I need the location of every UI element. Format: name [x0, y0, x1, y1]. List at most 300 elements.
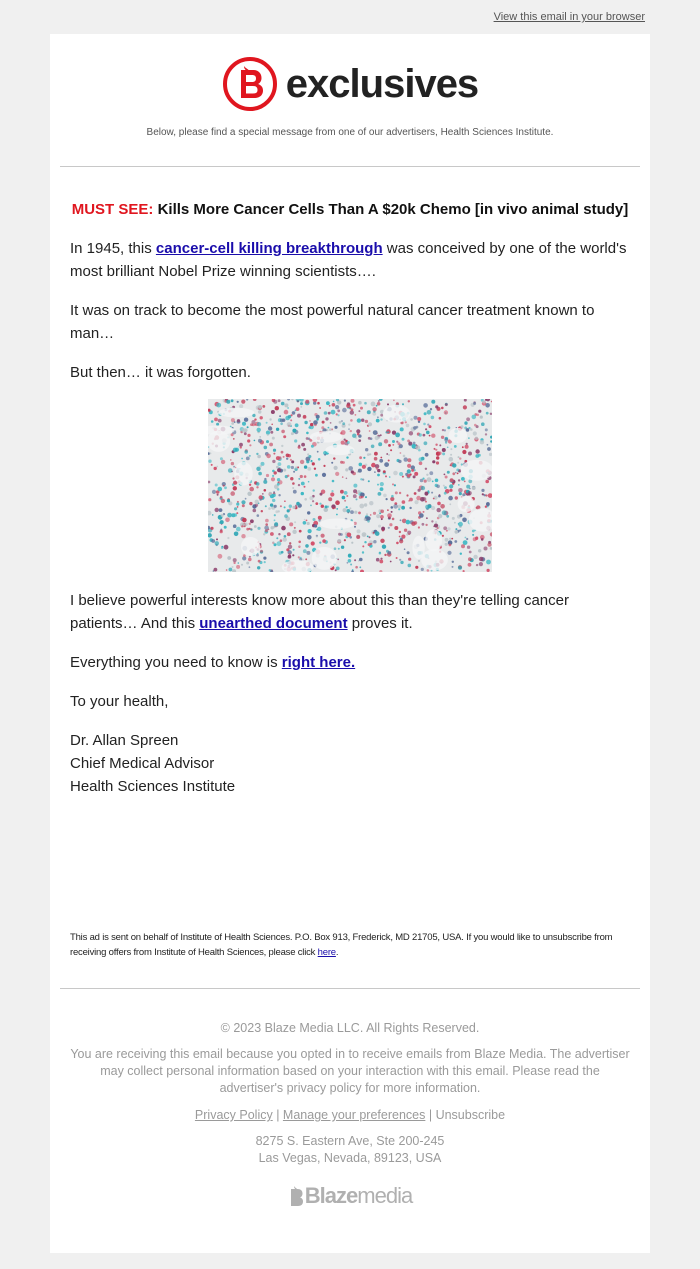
cell-dot	[380, 487, 384, 491]
headline[interactable]	[50, 201, 650, 218]
cell-dot	[270, 503, 273, 506]
cell-dot	[380, 510, 384, 514]
cell-dot	[466, 428, 470, 432]
cell-dot	[363, 457, 365, 459]
cell-dot	[304, 465, 307, 468]
footer-links	[70, 1107, 630, 1124]
cell-dot	[289, 522, 293, 526]
cell-dot	[322, 539, 326, 543]
cell-dot	[295, 423, 299, 427]
cell-dot	[444, 474, 446, 476]
cell-dot	[297, 414, 301, 418]
cell-dot	[434, 448, 436, 450]
cell-dot	[391, 511, 393, 513]
cell-dot	[357, 418, 361, 422]
cell-dot	[339, 421, 342, 424]
cell-dot	[266, 422, 268, 424]
cell-dot	[347, 441, 350, 444]
cell-dot	[219, 522, 221, 524]
cell-dot	[380, 558, 382, 560]
cell-dot	[458, 479, 460, 481]
cell-dot	[371, 445, 375, 449]
cell-dot	[406, 520, 411, 525]
cell-dot	[275, 510, 278, 513]
cell-dot	[423, 403, 428, 408]
right-here-link[interactable]: right here.	[281, 654, 356, 671]
cell-dot	[440, 504, 445, 509]
cell-dot	[423, 423, 426, 426]
cell-dot	[296, 407, 300, 411]
cell-dot	[208, 498, 211, 501]
cell-dot	[388, 444, 391, 447]
cell-dot	[455, 472, 457, 474]
cell-dot	[413, 475, 416, 478]
cell-dot	[452, 472, 455, 475]
cell-dot	[334, 466, 338, 470]
cell-dot	[346, 478, 348, 480]
cell-dot	[389, 476, 391, 478]
paragraph-5	[70, 651, 630, 674]
cell-dot	[383, 494, 387, 498]
cell-dot	[278, 494, 280, 496]
cell-dot	[303, 521, 307, 525]
cell-dot	[415, 445, 420, 450]
cell-dot	[431, 520, 433, 522]
cell-dot	[437, 508, 441, 512]
cell-dot	[294, 527, 296, 529]
cell-dot	[358, 512, 361, 515]
cell-dot	[286, 458, 288, 460]
cell-dot	[447, 471, 450, 474]
cell-dot	[298, 556, 300, 558]
cell-dot	[340, 432, 342, 434]
cell-dot	[377, 484, 379, 486]
address-line-2: Las Vegas, Nevada, 89123, USA	[258, 1151, 442, 1165]
cell-dot	[392, 518, 395, 521]
cell-dot	[330, 492, 334, 496]
cell-dot	[376, 405, 378, 407]
signature-org: Health Sciences Institute	[70, 778, 236, 795]
cell-dot	[458, 456, 460, 458]
cell-dot	[446, 530, 448, 532]
cell-dot	[432, 481, 434, 483]
cell-dot	[306, 432, 309, 435]
cell-dot	[356, 498, 358, 500]
cell-dot	[446, 515, 449, 518]
cell-dot	[316, 415, 320, 419]
cell-dot	[442, 448, 446, 452]
headline-prefix[interactable]: MUST SEE:	[71, 201, 154, 218]
cell-dot	[281, 402, 285, 406]
cell-dot	[385, 475, 387, 477]
view-in-browser-link[interactable]: View this email in your browser	[493, 11, 645, 23]
cell-dot	[221, 499, 225, 503]
cell-dot	[275, 406, 279, 410]
logo-text: exclusives	[285, 62, 479, 106]
cell-dot	[373, 532, 375, 534]
cell-dot	[449, 489, 452, 492]
cell-dot	[308, 481, 310, 483]
cell-dot	[469, 551, 472, 554]
cell-dot	[475, 449, 479, 453]
cell-dot	[294, 439, 297, 442]
cell-dot	[263, 480, 267, 484]
cell-dot	[369, 501, 373, 505]
cell-dot	[387, 509, 389, 511]
cell-dot	[406, 494, 408, 496]
cell-dot	[276, 466, 279, 469]
cell-dot	[466, 538, 468, 540]
cell-dot	[274, 543, 277, 546]
cell-dot	[311, 445, 314, 448]
cell-dot	[353, 404, 356, 407]
cell-dot	[425, 492, 429, 496]
cell-dot	[277, 478, 280, 481]
cell-dot	[230, 459, 232, 461]
cell-dot	[258, 560, 261, 563]
cell-dot	[303, 448, 306, 451]
cell-dot	[218, 487, 223, 492]
cell-dot	[305, 558, 307, 560]
cell-dot	[355, 566, 358, 569]
cell-dot	[250, 529, 252, 531]
cell-dot	[359, 558, 363, 562]
cell-dot	[321, 505, 324, 508]
cell-dot	[246, 399, 248, 401]
cell-dot	[450, 478, 454, 482]
cell-dot	[452, 463, 456, 467]
cell-dot	[345, 468, 348, 471]
unsubscribe-link[interactable]: Unsubscribe	[435, 1108, 506, 1122]
cell-dot	[378, 442, 382, 446]
cell-dot	[307, 535, 312, 540]
cell-dot	[373, 430, 378, 435]
cell-dot	[365, 496, 367, 498]
cell-dot	[376, 419, 380, 423]
cell-dot	[293, 490, 297, 494]
cell-dot	[490, 413, 492, 415]
cell-dot	[433, 498, 435, 500]
cell-dot	[367, 520, 370, 523]
cell-dot	[490, 532, 492, 536]
cell-dot	[276, 428, 279, 431]
cell-dot	[208, 460, 211, 463]
cell-dot	[332, 403, 336, 407]
cell-dot	[336, 508, 338, 510]
cell-dot	[490, 436, 492, 439]
cell-dot	[313, 399, 318, 402]
cell-dot	[233, 466, 235, 468]
cell-dot	[260, 416, 263, 419]
headline-text[interactable]: Kills More Cancer Cells Than A $20k Chemo [in vivo animal study]	[153, 201, 629, 218]
cell-dot	[438, 514, 442, 518]
cell-dot	[255, 500, 259, 504]
cell-dot	[452, 561, 454, 563]
cell-dot	[282, 419, 285, 422]
cell-dot	[260, 550, 263, 553]
cell-dot	[359, 496, 362, 499]
cell-dot	[233, 448, 238, 453]
cell-dot	[431, 506, 435, 510]
cell-dot	[392, 444, 394, 446]
cell-dot	[214, 418, 218, 422]
cell-dot	[445, 476, 448, 479]
cell-dot	[416, 496, 421, 501]
paragraph-4	[70, 589, 630, 635]
cell-dot	[407, 469, 411, 473]
cell-dot	[481, 422, 485, 426]
cell-dot	[399, 472, 403, 476]
cell-dot	[314, 468, 316, 470]
cell-dot	[241, 564, 243, 566]
cell-dot	[480, 416, 483, 419]
cell-dot	[338, 548, 340, 550]
cell-dot	[358, 469, 362, 473]
privacy-policy-link[interactable]: Privacy Policy	[194, 1108, 273, 1122]
cell-dot	[279, 415, 281, 417]
cell-dot	[258, 405, 262, 409]
cell-dot	[342, 422, 345, 425]
cell-dot	[444, 410, 448, 414]
cell-dot	[379, 570, 382, 572]
cell-dot	[454, 540, 457, 543]
cell-dot	[334, 547, 337, 550]
cell-dot	[468, 491, 472, 495]
cell-dot	[270, 532, 274, 536]
cell-dot	[468, 557, 472, 561]
cell-dot	[314, 524, 317, 527]
cell-gap	[449, 428, 468, 443]
cell-dot	[458, 522, 463, 527]
cell-dot	[408, 558, 411, 561]
cell-dot	[400, 452, 402, 454]
cell-dot	[354, 559, 356, 561]
cell-dot	[215, 484, 218, 487]
cell-dot	[332, 507, 334, 509]
cell-dot	[357, 529, 361, 533]
cell-dot	[325, 505, 328, 508]
cell-dot	[392, 483, 394, 485]
cell-dot	[276, 537, 278, 539]
cell-dot	[227, 499, 230, 502]
cell-dot	[414, 472, 418, 476]
cell-dot	[228, 468, 233, 473]
disclaimer-unsubscribe-link[interactable]: here	[317, 947, 336, 958]
cell-dot	[444, 492, 447, 495]
cell-dot	[387, 513, 392, 518]
cell-dot	[481, 538, 484, 541]
cell-dot	[431, 492, 433, 494]
cell-dot	[307, 467, 311, 471]
cell-dot	[472, 534, 474, 536]
cell-dot	[265, 519, 269, 523]
cell-dot	[304, 498, 307, 501]
cell-dot	[422, 478, 424, 480]
cell-dot	[289, 508, 291, 510]
signature	[70, 729, 630, 798]
cell-dot	[473, 431, 477, 435]
cell-dot	[391, 495, 394, 498]
blaze-media-logo[interactable]	[50, 1183, 650, 1209]
cell-dot	[344, 439, 346, 441]
cell-dot	[303, 549, 307, 553]
cell-dot	[296, 399, 301, 402]
cell-dot	[424, 412, 427, 415]
cell-dot	[215, 508, 219, 512]
cell-dot	[249, 523, 251, 525]
cell-dot	[258, 439, 262, 443]
cell-dot	[346, 495, 348, 497]
cell-dot	[277, 468, 281, 472]
cell-dot	[330, 422, 332, 424]
cell-dot	[435, 521, 437, 523]
cell-dot	[356, 429, 360, 433]
cell-dot	[271, 410, 275, 414]
cell-dot	[437, 527, 439, 529]
cell-dot	[472, 486, 476, 490]
cell-dot	[224, 486, 227, 489]
cell-dot	[388, 527, 390, 529]
cell-dot	[408, 533, 410, 535]
signature-title: Chief Medical Advisor	[70, 755, 215, 772]
cell-dot	[307, 522, 310, 525]
cell-dot	[443, 526, 447, 530]
cell-dot	[382, 530, 384, 532]
cell-dot	[439, 444, 441, 446]
cell-dot	[447, 527, 450, 530]
cell-dot	[398, 460, 401, 463]
cell-dot	[277, 541, 282, 546]
cell-dot	[445, 403, 448, 406]
unearthed-document-link[interactable]: unearthed document	[199, 615, 348, 632]
blaze-flame-icon	[288, 1185, 304, 1207]
cell-gap	[325, 445, 354, 456]
cell-dot	[273, 453, 275, 455]
cell-dot	[359, 456, 362, 459]
cell-dot	[328, 412, 331, 415]
cell-dot	[311, 541, 315, 545]
cell-dot	[281, 445, 283, 447]
cell-dot	[276, 456, 280, 460]
cell-dot	[422, 497, 426, 501]
cell-dot	[435, 444, 437, 446]
cell-dot	[278, 533, 280, 535]
cell-dot	[413, 442, 416, 445]
cell-dot	[389, 523, 392, 526]
cell-dot	[335, 405, 339, 409]
cell-dot	[348, 428, 350, 430]
cell-dot	[431, 400, 435, 404]
cell-dot	[364, 541, 366, 543]
cell-dot	[242, 504, 245, 507]
cell-dot	[476, 564, 478, 566]
breakthrough-link[interactable]: cancer-cell killing breakthrough	[155, 240, 383, 257]
cell-dot	[396, 441, 398, 443]
cell-dot	[342, 408, 347, 413]
cell-dot	[233, 438, 235, 440]
cell-dot	[335, 500, 340, 505]
cell-dot	[218, 554, 223, 559]
cell-dot	[376, 514, 380, 518]
cell-dot	[442, 452, 445, 455]
cell-dot	[272, 475, 274, 477]
cell-dot	[308, 529, 312, 533]
cell-dot	[295, 466, 297, 468]
cell-dot	[293, 549, 295, 551]
cell-dot	[454, 522, 456, 524]
cell-dot	[468, 437, 470, 439]
cell-dot	[328, 497, 332, 501]
manage-preferences-link[interactable]: Manage your preferences	[282, 1108, 426, 1122]
blaze-logo-bold: Blaze	[304, 1183, 358, 1208]
cell-dot	[361, 419, 364, 422]
cell-dot	[232, 566, 234, 568]
cell-dot	[291, 466, 294, 469]
cell-dot	[236, 512, 238, 514]
cell-dot	[227, 537, 229, 539]
cell-dot	[271, 424, 273, 426]
cell-dot	[346, 506, 348, 508]
sign-off: To your health,	[70, 693, 169, 710]
cell-dot	[452, 566, 454, 568]
cell-dot	[301, 482, 305, 486]
cell-dot	[443, 485, 445, 487]
cell-dot	[211, 420, 214, 423]
cell-dot	[479, 562, 483, 566]
cell-dot	[256, 453, 258, 455]
cell-dot	[212, 490, 216, 494]
cell-dot	[272, 437, 275, 440]
cell-dot	[312, 462, 315, 465]
cell-dot	[265, 529, 268, 532]
cell-dot	[395, 433, 400, 438]
cell-dot	[485, 494, 487, 496]
cell-dot	[324, 411, 328, 415]
cell-dot	[386, 498, 388, 500]
cell-dot	[447, 426, 450, 429]
cell-gap	[383, 405, 410, 423]
cell-dot	[210, 527, 213, 530]
cell-dot	[265, 505, 267, 507]
cell-dot	[271, 477, 275, 481]
paragraph-3: But then… it was forgotten.	[70, 364, 251, 381]
cell-dot	[388, 551, 392, 555]
cell-dot	[258, 410, 262, 414]
cancer-cells-image[interactable]	[208, 399, 492, 572]
cell-dot	[491, 401, 492, 403]
cell-dot	[409, 498, 413, 502]
cell-dot	[289, 505, 292, 508]
cell-dot	[486, 502, 489, 505]
cell-dot	[380, 418, 382, 420]
cell-dot	[382, 545, 386, 549]
cell-dot	[347, 562, 349, 564]
cell-dot	[369, 430, 371, 432]
cell-dot	[464, 422, 467, 425]
cell-dot	[319, 503, 321, 505]
cell-dot	[284, 506, 286, 508]
email-card	[50, 34, 650, 1253]
cell-dot	[309, 420, 311, 422]
cell-dot	[392, 440, 395, 443]
cell-dot	[247, 426, 249, 428]
cell-dot	[259, 465, 262, 468]
cell-dot	[304, 519, 306, 521]
cell-dot	[289, 553, 291, 555]
cell-dot	[348, 424, 350, 426]
cell-dot	[287, 465, 291, 469]
cell-dot	[348, 466, 353, 471]
